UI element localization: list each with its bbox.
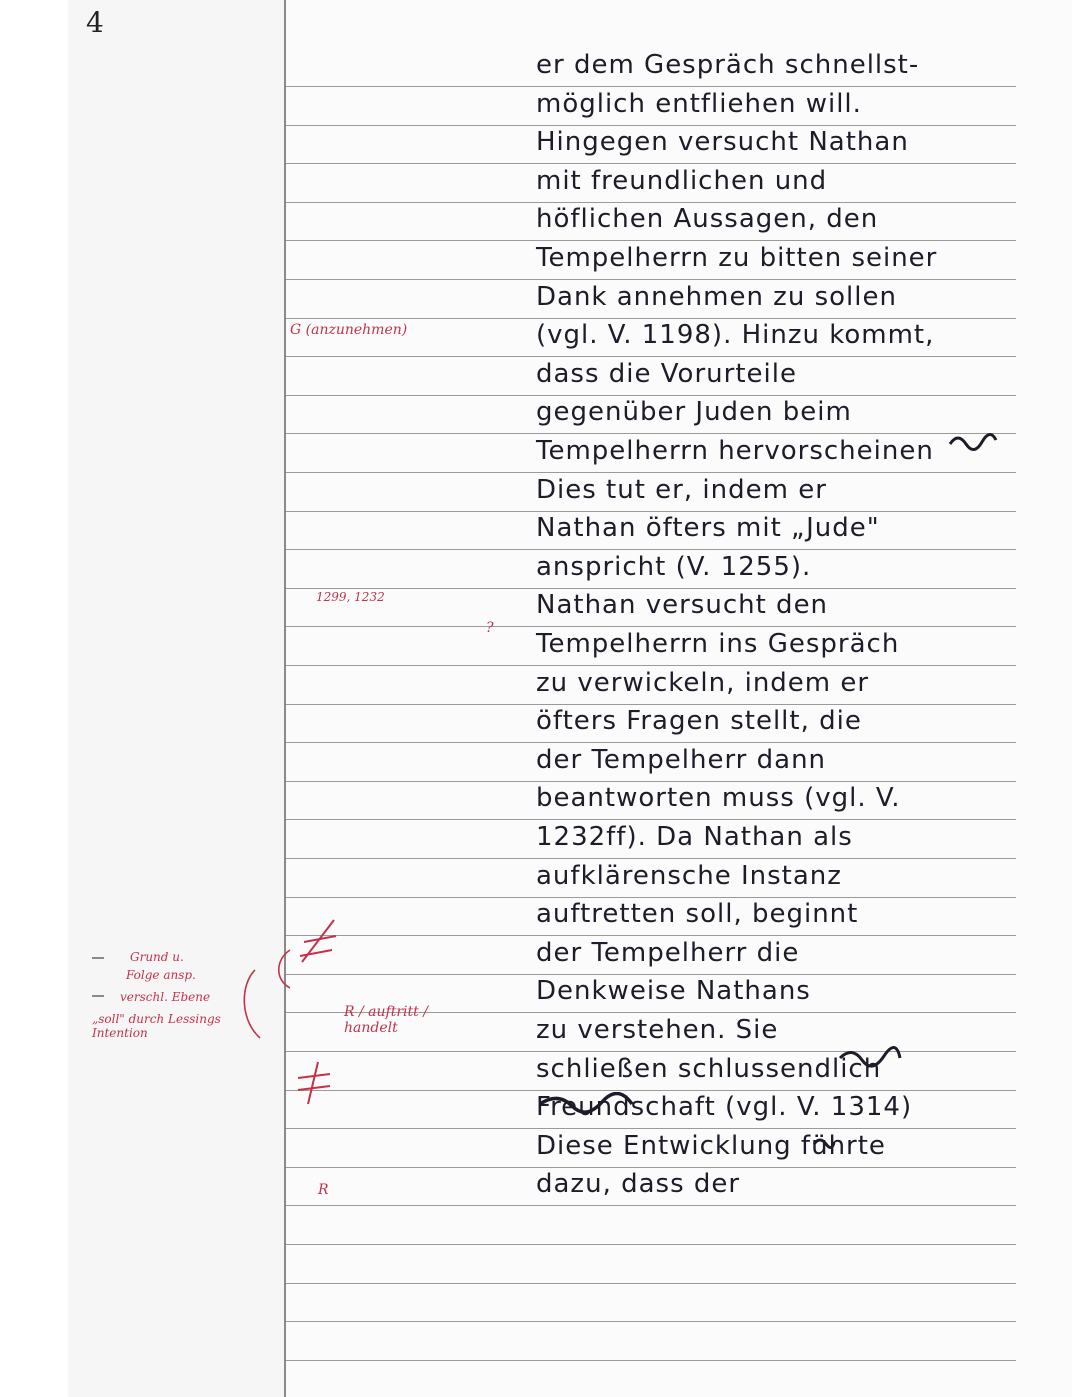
correction-verse-refs: 1299, 1232 (316, 590, 385, 604)
essay-line: (vgl. V. 1198). Hinzu kommt, (536, 320, 935, 351)
ruled-line (286, 549, 1016, 550)
left-note-line-4: „soll" durch Lessings Intention (92, 1012, 221, 1040)
essay-line: gegenüber Juden beim (536, 397, 852, 428)
essay-line: Nathan öfters mit „Jude" (536, 513, 880, 544)
essay-line: Nathan versucht den (536, 590, 829, 621)
essay-line: 1232ff). Da Nathan als (536, 822, 853, 852)
correction-r-note: R / auftritt / handelt (344, 1004, 428, 1036)
essay-line: dass die Vorurteile (536, 358, 797, 389)
red-check-mark-2 (294, 1058, 334, 1108)
ruled-line (286, 704, 1016, 705)
crossed-out-word-4 (812, 1134, 836, 1152)
ruled-line (286, 356, 1016, 357)
ruled-line (286, 665, 1016, 666)
essay-line: mit freundlichen und (536, 165, 828, 196)
ruled-line (286, 1360, 1016, 1361)
ruled-line (286, 86, 1016, 87)
essay-line: der Tempelherr die (536, 937, 800, 968)
essay-line: Diese Entwicklung führte (536, 1130, 886, 1161)
red-bracket-marks (90, 940, 310, 1050)
ruled-line (286, 742, 1016, 743)
essay-line: höflichen Aussagen, den (536, 204, 879, 235)
essay-line: Denkweise Nathans (536, 976, 811, 1007)
left-note-line-2: Folge ansp. (126, 968, 196, 982)
essay-line: zu verstehen. Sie (536, 1015, 779, 1045)
ruled-line (286, 626, 1016, 627)
ruled-line (286, 279, 1016, 280)
left-note-line-3: verschl. Ebene (120, 990, 211, 1004)
ruled-line (286, 1283, 1016, 1284)
ruled-line (286, 1167, 1016, 1168)
ruled-line (286, 202, 1016, 203)
ruled-line (286, 395, 1016, 396)
ruled-line (286, 125, 1016, 126)
essay-line: dazu, dass der (536, 1169, 741, 1200)
ruled-line (286, 163, 1016, 164)
ruled-line (286, 318, 1016, 319)
ruled-line (286, 819, 1016, 820)
crossed-out-word-3 (538, 1092, 634, 1114)
ruled-line (286, 588, 1016, 589)
essay-line: anspricht (V. 1255). (536, 551, 812, 582)
left-margin (68, 0, 286, 1397)
essay-line: Freundschaft (vgl. V. 1314) (536, 1092, 913, 1123)
essay-line: beantworten muss (vgl. V. (536, 783, 901, 814)
essay-line: der Tempelherr dann (536, 744, 827, 775)
essay-line: Tempelherrn zu bitten seiner (536, 243, 938, 273)
left-note-line-1: Grund u. (130, 950, 184, 964)
correction-question-mark: ? (486, 620, 494, 636)
ruled-line (286, 781, 1016, 782)
ruled-line (286, 935, 1016, 936)
essay-line: zu verwickeln, indem er (536, 667, 870, 698)
ruled-line (286, 240, 1016, 241)
essay-line: möglich entfliehen will. (536, 88, 862, 119)
crossed-out-word-1 (948, 430, 998, 452)
essay-line: er dem Gespräch schnellst- (536, 50, 920, 80)
ruled-line (286, 511, 1016, 512)
essay-line: Tempelherrn hervorscheinen (536, 436, 934, 466)
ruled-line (286, 1090, 1016, 1091)
essay-line: Hingegen versucht Nathan (536, 127, 909, 158)
essay-line: Dank annehmen zu sollen (536, 281, 897, 312)
ruled-line (286, 897, 1016, 898)
essay-line: aufklärensche Instanz (536, 860, 842, 891)
page-number: 4 (86, 6, 104, 39)
ruled-line (286, 1051, 1016, 1052)
essay-line: auftretten soll, beginnt (536, 899, 859, 930)
ruled-line (286, 433, 1016, 434)
essay-line: öfters Fragen stellt, die (536, 706, 862, 737)
ruled-line (286, 1128, 1016, 1129)
ruled-line (286, 1205, 1016, 1206)
ruled-line (286, 974, 1016, 975)
red-check-mark-1 (294, 912, 344, 982)
correction-grammar-note: G (anzunehmen) (290, 322, 408, 338)
ruled-line (286, 1244, 1016, 1245)
ruled-line (286, 858, 1016, 859)
ruled-line (286, 1321, 1016, 1322)
essay-line: Dies tut er, indem er (536, 474, 827, 505)
essay-line: Tempelherrn ins Gespräch (536, 629, 900, 659)
correction-r-mark: R (318, 1182, 329, 1198)
ruled-line (286, 472, 1016, 473)
crossed-out-word-2 (838, 1046, 902, 1068)
essay-line: schließen schlussendlich (536, 1053, 882, 1084)
